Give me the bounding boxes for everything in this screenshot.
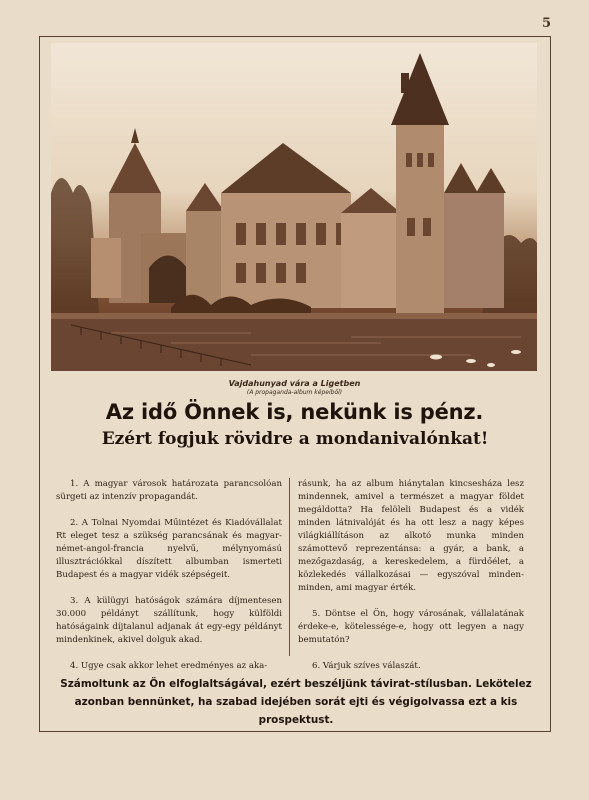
point-5: 5. Döntse el Ön, hogy városának, vállalatának érdeke-e, kötelessége-e, hogy ott legyen a nagy bemutatón? (298, 609, 524, 645)
subheadline: Ezért fogjuk rövidre a mondanivalónkat! (101, 429, 489, 449)
right-column (298, 478, 524, 686)
point-4-continued: rásunk, ha az album hiánytalan kincsesháza lesz mindennek, amivel a természet a magyar földet megáldotta? Ha felöleli Budapest és a vidék minden látnivalóját és ha ott lesz a nagy képes világkiállításon az alkotó munka minden számottevő reprezentánsa: a gyár, a bank, a mezőgazdaság, a kereskedelem, a fürdőélet, a közlekedés vállalkozásai — egyszóval minden-minden, ami magyar érték. (298, 479, 524, 593)
castle-photo (51, 43, 537, 371)
left-column (56, 478, 282, 686)
point-3: 3. A külügyi hatóságok számára díjmentesen 30.000 példányt szállítunk, hogy külföldi hatóságaink díjtalanul adjanak át egy-egy példányt mindenkinek, akivel dolguk akad. (56, 596, 282, 645)
column-divider (289, 478, 290, 656)
photo-caption: Vajdahunyad vára a Ligetben (228, 379, 361, 388)
point-2: 2. A Tolnai Nyomdai Műintézet és Kiadóvállalat Rt eleget tesz a szükség parancsának és magyar-német-angol-francia nyelvű, mélynyomású illusztrációkkal díszített albumban ismerteti Budapest és a magyar vidék szépségeit. (56, 518, 282, 580)
closing-paragraph: Számoltunk az Ön elfoglaltságával, ezért beszéljünk távirat-stílusban. Lekötelez azonban bennünket, ha szabad idejében sorát ejti és végigolvassa ezt a kis prospektust. (60, 678, 532, 726)
page-number: 5 (541, 16, 551, 31)
castle-illustration (51, 43, 537, 371)
headline: Az idő Önnek is, nekünk is pénz. (105, 400, 484, 424)
point-6: 6. Várjuk szíves válaszát. (312, 661, 421, 671)
point-4-start: 4. Ugye csak akkor lehet eredményes az aka- (70, 661, 268, 671)
photo-caption-note: (A propaganda-album képeiből) (246, 389, 343, 396)
point-1: 1. A magyar városok határozata parancsolóan sürgeti az intenzív propagandát. (56, 479, 282, 502)
